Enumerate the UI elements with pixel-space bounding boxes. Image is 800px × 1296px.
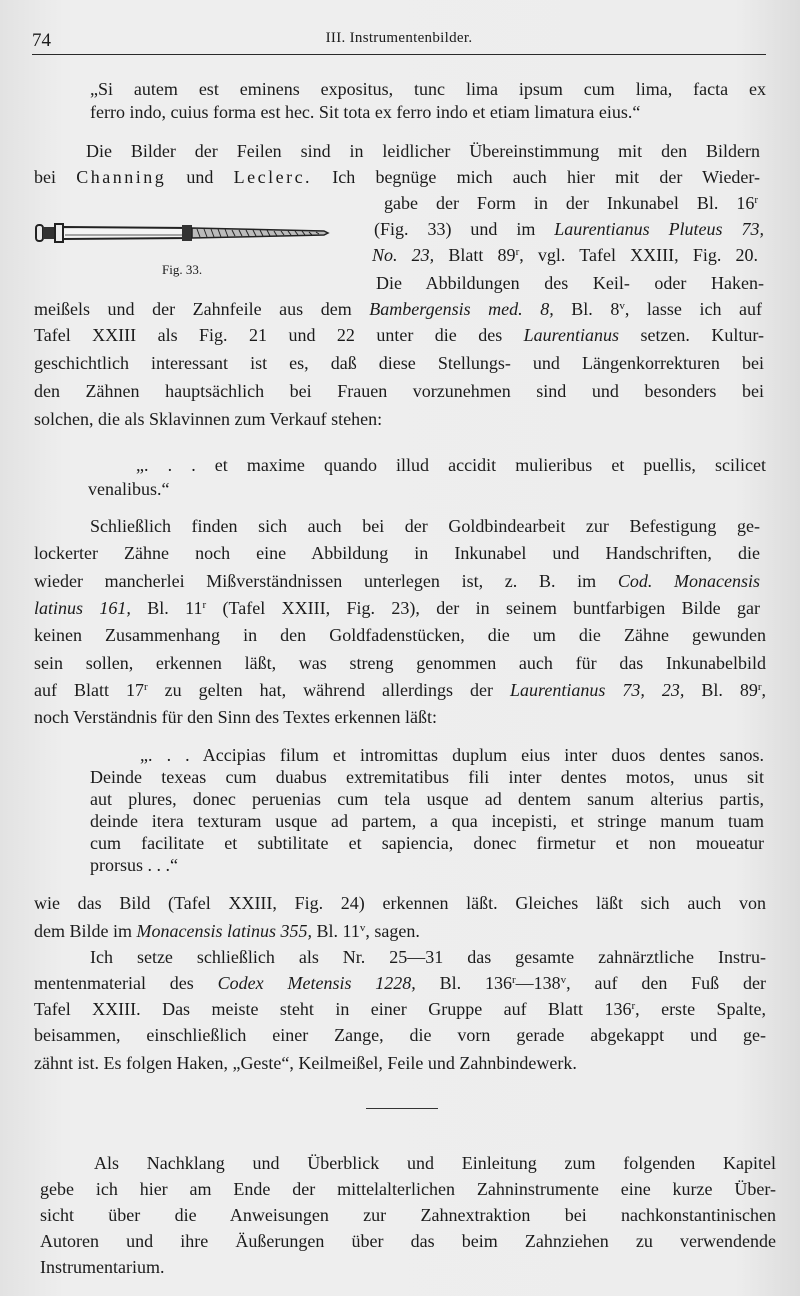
author-name: Leclerc. (233, 167, 313, 187)
text-line: No. 23, Blatt 89$^r$, vgl. Tafel XXIII, Fig. 20. (372, 245, 759, 265)
text-line: wieder mancherlei Mißverständnissen unterlegen ist, z. B. im Cod. Monacensis (34, 571, 760, 591)
text-line: Die Bilder der Feilen sind in leidlicher Übereinstimmung mit den Bildern (86, 141, 760, 161)
text-line: noch Verständnis für den Sinn des Textes erkennen läßt: (34, 707, 437, 727)
text-line: sicht über die Anweisungen zur Zahnextraktion bei nachkonstantinischen (40, 1205, 776, 1225)
text-line: Instrumentarium. (40, 1257, 165, 1277)
page-number: 74 (32, 30, 51, 51)
text-line: zähnt ist. Es folgen Haken, „Geste“, Keilmeißel, Feile und Zahnbindewerk. (34, 1053, 577, 1073)
text-line: Tafel XXIII als Fig. 21 und 22 unter die des Laurentianus setzen. Kultur- (34, 325, 765, 345)
running-head: III. Instrumentenbilder. (325, 30, 473, 46)
text-line: sein sollen, erkennen läßt, was streng genommen auch für das Inkunabelbild (34, 653, 766, 673)
text-line: lockerter Zähne noch eine Abbildung in Inkunabel und Handschriften, die (34, 543, 760, 563)
text-line: solchen, die als Sklavinnen zum Verkauf stehen: (34, 409, 383, 429)
page-header (32, 26, 766, 55)
text-line: Tafel XXIII. Das meiste steht in einer Gruppe auf Blatt 136$^r$, erste Spalte, (34, 999, 766, 1019)
quote-line: venalibus.“ (88, 479, 170, 499)
text-line: Ich setze schließlich als Nr. 25—31 das gesamte zahnärztliche Instru- (90, 947, 766, 967)
text-line: dem Bilde im Monacensis latinus 355, Bl. 11$^v$, sagen. (34, 921, 420, 941)
text-line: geschichtlich interessant ist es, daß diese Stellungs- und Längenkorrekturen bei (34, 353, 764, 373)
quote-line: „. . . Accipias filum et intromittas duplum eius inter duos dentes sanos. (140, 745, 764, 765)
quote-line: ferro indo, cuius forma est hec. Sit tota ex ferro indo et etiam limatura eius.“ (90, 102, 641, 122)
text-line: latinus 161, Bl. 11$^r$ (Tafel XXIII, Fig. 23), der in seinem buntfarbigen Bilde gar (34, 598, 760, 618)
text-line: gebe ich hier am Ende der mittelalterlichen Zahninstrumente eine kurze Über- (40, 1179, 776, 1199)
text-line: mentenmaterial des Codex Metensis 1228, Bl. 136$^r$—138$^v$, auf den Fuß der (34, 973, 767, 993)
quote-line: „. . . et maxime quando illud accidit mulieribus et puellis, scilicet (136, 455, 766, 475)
quote-line: cum facilitate et subtilitate et sapiencia, donec firmetur et non moueatur (90, 833, 764, 853)
text-line: Schließlich finden sich auch bei der Goldbindearbeit zur Befestigung ge- (90, 516, 760, 536)
section-divider (366, 1108, 438, 1109)
figure-33-file-illustration (32, 208, 332, 268)
text-line: Die Abbildungen des Keil- oder Haken- (376, 273, 764, 293)
text-line: bei Channing und Leclerc. Ich begnüge mich auch hier mit der Wieder- (34, 167, 761, 187)
file-instrument-icon (32, 208, 332, 258)
quote-line: prorsus . . .“ (90, 855, 178, 875)
text-line: wie das Bild (Tafel XXIII, Fig. 24) erkennen läßt. Gleiches läßt sich auch von (34, 893, 766, 913)
text-line: Autoren und ihre Äußerungen über das beim Zahnziehen zu verwendende (40, 1231, 776, 1251)
author-name: Channing (76, 167, 167, 187)
text-line: auf Blatt 17$^r$ zu gelten hat, während allerdings der Laurentianus 73, 23, Bl. 89$^r$, (34, 680, 767, 700)
quote-line: „Si autem est eminens expositus, tunc lima ipsum cum lima, facta ex (90, 79, 766, 99)
quote-line: aut plures, donec peruenias cum tela usque ad dentem sanum alterius partis, (90, 789, 764, 809)
text-line: keinen Zusammenhang in den Goldfadenstücken, die um die Zähne gewunden (34, 625, 766, 645)
text-line: den Zähnen hauptsächlich bei Frauen vorzunehmen sind und besonders bei (34, 381, 764, 401)
text-line: gabe der Form in der Inkunabel Bl. 16$^r$ (384, 193, 758, 213)
quote-line: deinde itera texturam usque ad partem, a qua incepisti, et stringe manum tuam (90, 811, 764, 831)
text-line: beisammen, einschließlich einer Zange, die vorn gerade abgekappt und ge- (34, 1025, 766, 1045)
text-line: meißels und der Zahnfeile aus dem Bambergensis med. 8, Bl. 8$^v$, lasse ich auf (34, 299, 763, 319)
figure-caption: Fig. 33. (162, 262, 203, 277)
quote-line: Deinde texeas cum duabus extremitatibus fili inter dentes motos, unus sit (90, 767, 764, 787)
text-line: (Fig. 33) und im Laurentianus Pluteus 73, (374, 219, 764, 239)
text-line: Als Nachklang und Überblick und Einleitung zum folgenden Kapitel (94, 1153, 776, 1173)
